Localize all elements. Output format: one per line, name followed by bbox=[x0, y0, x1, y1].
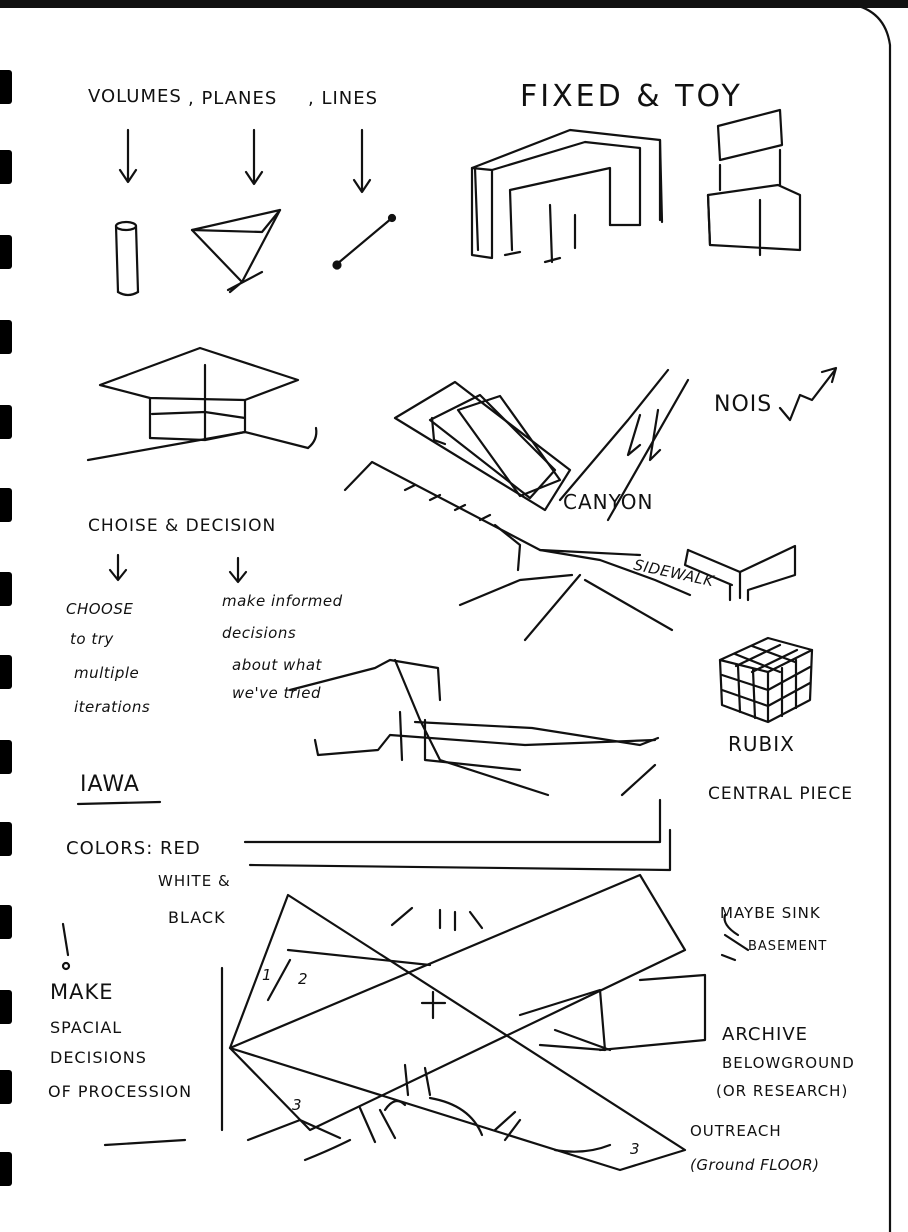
label-choise-decision: CHOISE & DECISION bbox=[88, 516, 277, 536]
label-outreach-1: OUTREACH bbox=[690, 1122, 782, 1140]
arrow-informed bbox=[230, 558, 246, 582]
line-sketch bbox=[334, 215, 396, 269]
label-basement: BASEMENT bbox=[748, 939, 828, 954]
arrow-planes bbox=[246, 130, 262, 184]
label-spacial: SPACIAL bbox=[50, 1018, 123, 1037]
label-outreach-2: (Ground FLOOR) bbox=[690, 1156, 820, 1174]
rubix-cube-sketch bbox=[720, 638, 812, 722]
arrow-lines bbox=[354, 130, 370, 192]
roof-corner-sketch bbox=[88, 348, 316, 460]
label-colors-2: WHITE & bbox=[158, 872, 231, 890]
label-make: MAKE bbox=[50, 980, 114, 1004]
label-room-3: 3 bbox=[292, 1096, 303, 1114]
label-decisions: DECISIONS bbox=[50, 1048, 147, 1067]
label-room-3b: 3 bbox=[630, 1140, 641, 1158]
label-lines: , LINES bbox=[308, 88, 379, 109]
label-fixed-toy: FIXED & TOY bbox=[520, 79, 743, 114]
exclamation-mark bbox=[63, 924, 68, 955]
label-volumes: VOLUMES bbox=[88, 86, 182, 107]
label-informed-1: make informed bbox=[222, 592, 343, 610]
label-colors-1: COLORS: RED bbox=[66, 838, 201, 859]
label-choose-4: iterations bbox=[74, 698, 151, 716]
label-archive-3: (OR RESEARCH) bbox=[716, 1082, 849, 1100]
label-of-procession: OF PROCESSION bbox=[48, 1082, 193, 1101]
label-iawa: IAWA bbox=[80, 772, 140, 797]
label-informed-3: about what bbox=[232, 656, 322, 674]
label-choose-1: CHOOSE bbox=[66, 600, 134, 618]
arrow-volumes bbox=[120, 130, 136, 182]
label-canyon: CANYON bbox=[563, 490, 654, 514]
label-rubix: RUBIX bbox=[728, 732, 795, 756]
label-informed-4: we've tried bbox=[232, 684, 321, 702]
iawa-underline bbox=[78, 802, 160, 804]
label-choose-3: multiple bbox=[74, 664, 140, 682]
arrow-choose bbox=[110, 555, 126, 580]
label-colors-3: BLACK bbox=[168, 908, 226, 927]
label-nois: NOIS bbox=[714, 392, 773, 417]
label-room-1: 1 bbox=[262, 966, 273, 984]
page-edge-line bbox=[850, 4, 890, 1232]
label-informed-2: decisions bbox=[222, 624, 297, 642]
label-archive-2: BELOWGROUND bbox=[722, 1054, 855, 1072]
toy-boxes-sketch bbox=[708, 110, 800, 255]
label-choose-2: to try bbox=[70, 630, 114, 648]
label-sidewalk: SIDEWALK bbox=[632, 555, 716, 591]
label-maybe-sink: MAYBE SINK bbox=[720, 904, 821, 922]
label-planes: , PLANES bbox=[188, 88, 278, 109]
exclamation-dot bbox=[63, 963, 69, 969]
fixed-and-toy-sketch bbox=[472, 130, 662, 262]
plane-triangle-sketch bbox=[192, 210, 280, 292]
label-central-piece: CENTRAL PIECE bbox=[708, 784, 853, 804]
volume-cylinder-sketch bbox=[116, 222, 138, 295]
nois-arrow bbox=[780, 368, 836, 420]
label-exclaim bbox=[58, 924, 59, 925]
label-archive-1: ARCHIVE bbox=[722, 1024, 809, 1045]
label-room-2: 2 bbox=[298, 970, 309, 988]
